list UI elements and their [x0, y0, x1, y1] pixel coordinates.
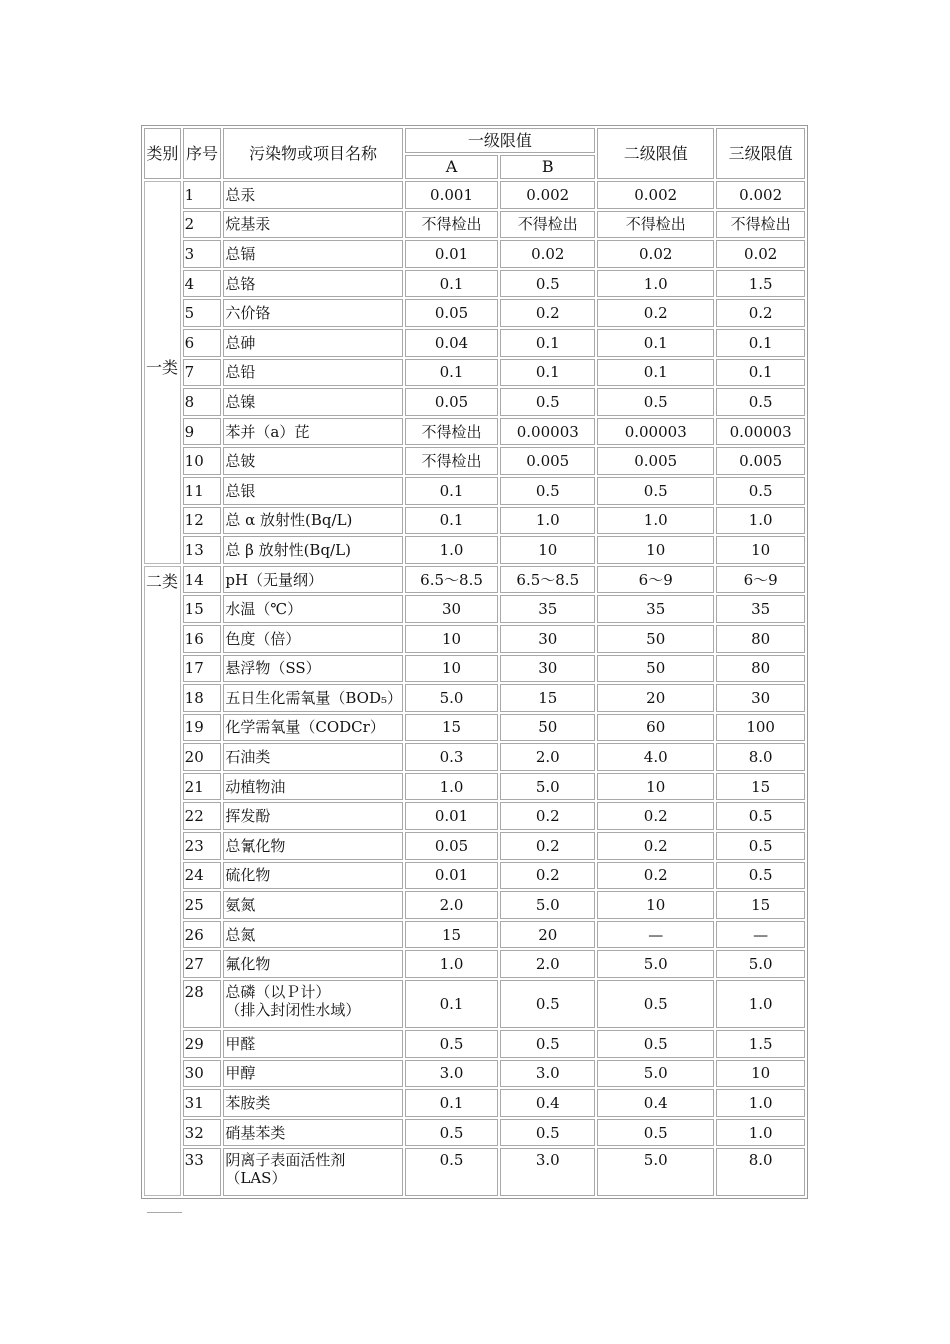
grade1-b-cell: 2.0 — [500, 950, 595, 978]
grade2-cell: 0.5 — [597, 477, 714, 505]
table-row — [144, 891, 805, 919]
pollutant-name-line: 总镉 — [225, 244, 256, 263]
pollutant-name-line: 甲醛 — [225, 1034, 256, 1053]
grade3-cell: 0.1 — [716, 329, 805, 357]
grade1-b-cell: 50 — [500, 714, 595, 742]
grade1-b-cell: 0.5 — [500, 1119, 595, 1147]
table-row — [144, 832, 805, 860]
grade1-b-cell: 0.1 — [500, 329, 595, 357]
header-category: 类别 — [144, 128, 181, 179]
grade1-a-cell: 0.1 — [405, 477, 499, 505]
grade3-cell: 8.0 — [716, 1148, 805, 1196]
grade3-cell: 80 — [716, 655, 805, 683]
pollutant-name-cell — [223, 329, 402, 357]
grade2-cell: 5.0 — [597, 1148, 714, 1196]
pollutant-name-line: 总铅 — [225, 363, 256, 382]
grade1-a-cell: 6.5～8.5 — [405, 566, 499, 594]
grade1-a-cell: 不得检出 — [405, 447, 499, 475]
grade2-cell: 1.0 — [597, 270, 714, 298]
pollutant-name-line: 总镍 — [225, 392, 256, 411]
pollutant-name-cell — [223, 181, 402, 209]
grade1-a-cell: 0.5 — [405, 1030, 499, 1058]
seq-cell: 15 — [183, 595, 222, 623]
table-row — [144, 802, 805, 830]
grade3-cell: 0.5 — [716, 802, 805, 830]
grade2-cell: 0.5 — [597, 980, 714, 1028]
grade1-b-cell: 0.02 — [500, 240, 595, 268]
seq-cell: 22 — [183, 802, 222, 830]
pollutant-name-cell — [223, 950, 402, 978]
grade1-b-cell: 5.0 — [500, 891, 595, 919]
pollutant-name-line: 甲醇 — [225, 1064, 256, 1083]
grade2-cell: 4.0 — [597, 743, 714, 771]
grade1-a-cell: 15 — [405, 714, 499, 742]
grade1-a-cell: 不得检出 — [405, 211, 499, 239]
table-row — [144, 477, 805, 505]
grade3-cell: 1.0 — [716, 1119, 805, 1147]
pollutant-name-line: 苯并（a）芘 — [225, 422, 310, 441]
grade2-cell: 0.1 — [597, 329, 714, 357]
grade3-cell: 1.5 — [716, 270, 805, 298]
grade1-a-cell: 1.0 — [405, 773, 499, 801]
grade3-cell: 10 — [716, 1060, 805, 1088]
table-row — [144, 388, 805, 416]
grade1-a-cell: 0.5 — [405, 1119, 499, 1147]
grade3-cell: 0.2 — [716, 299, 805, 327]
pollutant-name-cell — [223, 240, 402, 268]
seq-cell: 25 — [183, 891, 222, 919]
grade1-b-cell: 30 — [500, 625, 595, 653]
grade2-cell: 0.02 — [597, 240, 714, 268]
pollutant-name-cell — [223, 655, 402, 683]
grade2-cell: 50 — [597, 625, 714, 653]
grade1-a-cell: 3.0 — [405, 1060, 499, 1088]
grade2-cell: 0.5 — [597, 1030, 714, 1058]
grade1-b-cell: 0.002 — [500, 181, 595, 209]
grade2-cell: 10 — [597, 773, 714, 801]
seq-cell: 4 — [183, 270, 222, 298]
seq-cell: 18 — [183, 684, 222, 712]
grade2-cell: 0.005 — [597, 447, 714, 475]
grade2-cell: 10 — [597, 536, 714, 564]
grade2-cell: 60 — [597, 714, 714, 742]
table-row — [144, 862, 805, 890]
pollutant-name-line: 氟化物 — [225, 955, 271, 974]
grade3-cell: 15 — [716, 773, 805, 801]
table-row — [144, 950, 805, 978]
pollutant-name-cell — [223, 299, 402, 327]
pollutant-name-line: 总 β 放射性(Bq/L) — [225, 540, 351, 559]
grade1-a-cell: 0.3 — [405, 743, 499, 771]
seq-cell: 10 — [183, 447, 222, 475]
table-row — [144, 684, 805, 712]
header-grade1-b: B — [500, 155, 595, 179]
grade1-b-cell: 不得检出 — [500, 211, 595, 239]
grade3-cell: 1.5 — [716, 1030, 805, 1058]
grade1-b-cell: 2.0 — [500, 743, 595, 771]
seq-cell: 17 — [183, 655, 222, 683]
pollutant-name-cell — [223, 1089, 402, 1117]
table-row — [144, 625, 805, 653]
pollutant-name-cell — [223, 388, 402, 416]
grade1-b-cell: 0.5 — [500, 270, 595, 298]
grade1-a-cell: 0.05 — [405, 299, 499, 327]
table-row — [144, 536, 805, 564]
pollutant-name-cell — [223, 447, 402, 475]
seq-cell: 2 — [183, 211, 222, 239]
table-row — [144, 181, 805, 209]
table-row — [144, 299, 805, 327]
grade2-cell: 0.00003 — [597, 418, 714, 446]
table-row — [144, 507, 805, 535]
table-row — [144, 773, 805, 801]
grade2-cell: 1.0 — [597, 507, 714, 535]
table-row — [144, 359, 805, 387]
grade2-cell: 0.5 — [597, 388, 714, 416]
grade1-a-cell: 30 — [405, 595, 499, 623]
grade1-b-cell: 10 — [500, 536, 595, 564]
pollutant-name-line: 硝基苯类 — [225, 1123, 286, 1142]
seq-cell: 30 — [183, 1060, 222, 1088]
grade1-a-cell: 0.1 — [405, 1089, 499, 1117]
grade1-b-cell: 0.5 — [500, 1030, 595, 1058]
seq-cell: 33 — [183, 1148, 222, 1196]
grade3-cell: 6～9 — [716, 566, 805, 594]
grade2-cell: 不得检出 — [597, 211, 714, 239]
grade1-b-cell: 0.5 — [500, 388, 595, 416]
grade3-cell: 8.0 — [716, 743, 805, 771]
seq-cell: 23 — [183, 832, 222, 860]
header-name: 污染物或项目名称 — [223, 128, 402, 179]
pollutant-name-line: 六价铬 — [225, 304, 271, 323]
pollutant-name-line: 总磷（以Ｐ计） — [225, 983, 331, 1002]
pollutant-name-line: 化学需氧量（CODCr） — [225, 718, 385, 737]
pollutant-name-cell — [223, 507, 402, 535]
grade1-a-cell: 2.0 — [405, 891, 499, 919]
pollutant-name-line: 悬浮物（SS） — [225, 659, 321, 678]
pollutant-name-line: 挥发酚 — [225, 807, 271, 826]
grade2-cell: 0.2 — [597, 299, 714, 327]
pollutant-name-line: 水温（℃） — [225, 600, 303, 619]
table-row — [144, 211, 805, 239]
seq-cell: 1 — [183, 181, 222, 209]
seq-cell: 29 — [183, 1030, 222, 1058]
grade1-a-cell: 15 — [405, 921, 499, 949]
pollutant-name-cell — [223, 625, 402, 653]
grade2-cell: 0.002 — [597, 181, 714, 209]
grade1-a-cell: 0.1 — [405, 507, 499, 535]
grade3-cell: 1.0 — [716, 507, 805, 535]
pollutant-name-cell — [223, 359, 402, 387]
pollutant-name-line: 总砷 — [225, 333, 256, 352]
pollutant-limits-table — [141, 125, 808, 1199]
pollutant-name-cell — [223, 1148, 402, 1196]
grade1-a-cell: 10 — [405, 655, 499, 683]
pollutant-name-line: 氨氮 — [225, 896, 256, 915]
seq-cell: 31 — [183, 1089, 222, 1117]
seq-cell: 7 — [183, 359, 222, 387]
pollutant-name-line: 总汞 — [225, 185, 256, 204]
grade1-b-cell: 0.5 — [500, 477, 595, 505]
grade1-a-cell: 0.1 — [405, 980, 499, 1028]
pollutant-name-line: 硫化物 — [225, 866, 271, 885]
grade1-a-cell: 0.1 — [405, 270, 499, 298]
pollutant-name-cell — [223, 1060, 402, 1088]
pollutant-name-cell — [223, 743, 402, 771]
pollutant-name-cell — [223, 536, 402, 564]
grade2-cell: 6～9 — [597, 566, 714, 594]
pollutant-name-line: 总铍 — [225, 452, 256, 471]
grade1-a-cell: 0.1 — [405, 359, 499, 387]
table-row — [144, 980, 805, 1028]
table-row — [144, 240, 805, 268]
pollutant-name-cell — [223, 921, 402, 949]
pollutant-name-cell — [223, 714, 402, 742]
grade1-a-cell: 1.0 — [405, 950, 499, 978]
grade1-b-cell: 5.0 — [500, 773, 595, 801]
grade1-b-cell: 0.4 — [500, 1089, 595, 1117]
table-bottom-rule — [147, 1212, 182, 1213]
grade1-a-cell: 不得检出 — [405, 418, 499, 446]
header-seq: 序号 — [183, 128, 222, 179]
grade3-cell: 0.5 — [716, 388, 805, 416]
seq-cell: 26 — [183, 921, 222, 949]
grade2-cell: 5.0 — [597, 950, 714, 978]
grade1-b-cell: 20 — [500, 921, 595, 949]
table-row — [144, 1148, 805, 1196]
grade2-cell: 0.2 — [597, 802, 714, 830]
grade3-cell: 15 — [716, 891, 805, 919]
seq-cell: 3 — [183, 240, 222, 268]
seq-cell: 28 — [183, 980, 222, 1028]
grade1-b-cell: 15 — [500, 684, 595, 712]
grade1-a-cell: 5.0 — [405, 684, 499, 712]
table-row — [144, 1119, 805, 1147]
grade1-b-cell: 0.2 — [500, 832, 595, 860]
pollutant-name-line: （LAS） — [225, 1169, 287, 1188]
seq-cell: 8 — [183, 388, 222, 416]
seq-cell: 11 — [183, 477, 222, 505]
grade1-a-cell: 10 — [405, 625, 499, 653]
pollutant-name-cell — [223, 1030, 402, 1058]
pollutant-name-line: 阴离子表面活性剂 — [225, 1151, 346, 1170]
seq-cell: 14 — [183, 566, 222, 594]
grade1-a-cell: 0.05 — [405, 388, 499, 416]
grade3-cell: 5.0 — [716, 950, 805, 978]
grade3-cell: — — [716, 921, 805, 949]
grade1-b-cell: 0.2 — [500, 802, 595, 830]
pollutant-name-line: 烷基汞 — [225, 215, 271, 234]
table-row — [144, 447, 805, 475]
table-row — [144, 921, 805, 949]
seq-cell: 9 — [183, 418, 222, 446]
pollutant-name-line: 总 α 放射性(Bq/L) — [225, 511, 353, 530]
grade3-cell: 100 — [716, 714, 805, 742]
grade3-cell: 1.0 — [716, 980, 805, 1028]
grade3-cell: 0.005 — [716, 447, 805, 475]
grade1-b-cell: 0.2 — [500, 862, 595, 890]
table-row — [144, 1089, 805, 1117]
grade3-cell: 0.5 — [716, 832, 805, 860]
pollutant-name-cell — [223, 891, 402, 919]
grade1-b-cell: 0.005 — [500, 447, 595, 475]
grade1-b-cell: 0.00003 — [500, 418, 595, 446]
pollutant-name-line: 石油类 — [225, 748, 271, 767]
pollutant-name-line: 五日生化需氧量（BOD₅） — [225, 688, 403, 707]
grade2-cell: 0.4 — [597, 1089, 714, 1117]
seq-cell: 13 — [183, 536, 222, 564]
grade2-cell: 20 — [597, 684, 714, 712]
pollutant-name-cell — [223, 980, 402, 1028]
pollutant-name-cell — [223, 270, 402, 298]
grade2-cell: 0.2 — [597, 862, 714, 890]
grade2-cell: 0.5 — [597, 1119, 714, 1147]
header-row-1 — [144, 128, 805, 153]
grade1-b-cell: 0.2 — [500, 299, 595, 327]
grade3-cell: 0.002 — [716, 181, 805, 209]
seq-cell: 6 — [183, 329, 222, 357]
grade1-a-cell: 1.0 — [405, 536, 499, 564]
grade2-cell: 0.2 — [597, 832, 714, 860]
grade1-a-cell: 0.05 — [405, 832, 499, 860]
pollutant-name-cell — [223, 595, 402, 623]
pollutant-name-line: 苯胺类 — [225, 1094, 271, 1113]
header-grade2: 二级限值 — [597, 128, 714, 179]
pollutant-name-cell — [223, 566, 402, 594]
grade3-cell: 30 — [716, 684, 805, 712]
pollutant-name-cell — [223, 418, 402, 446]
table-row — [144, 1030, 805, 1058]
grade2-cell: 5.0 — [597, 1060, 714, 1088]
pollutant-name-cell — [223, 1119, 402, 1147]
seq-cell: 5 — [183, 299, 222, 327]
category-label: 二类 — [146, 571, 179, 591]
grade2-cell: 10 — [597, 891, 714, 919]
seq-cell: 27 — [183, 950, 222, 978]
grade3-cell: 10 — [716, 536, 805, 564]
grade1-b-cell: 35 — [500, 595, 595, 623]
grade3-cell: 0.5 — [716, 862, 805, 890]
pollutant-name-line: 色度（倍） — [225, 629, 301, 648]
grade3-cell: 0.00003 — [716, 418, 805, 446]
table-row — [144, 418, 805, 446]
grade1-b-cell: 1.0 — [500, 507, 595, 535]
grade1-a-cell: 0.04 — [405, 329, 499, 357]
table-row — [144, 566, 805, 594]
grade1-a-cell: 0.01 — [405, 802, 499, 830]
table-row — [144, 743, 805, 771]
table-row — [144, 595, 805, 623]
pollutant-name-cell — [223, 477, 402, 505]
seq-cell: 16 — [183, 625, 222, 653]
grade3-cell: 0.1 — [716, 359, 805, 387]
pollutant-name-line: 总银 — [225, 481, 256, 500]
grade1-b-cell: 0.1 — [500, 359, 595, 387]
pollutant-name-cell — [223, 862, 402, 890]
grade3-cell: 不得检出 — [716, 211, 805, 239]
header-grade1-a: A — [405, 155, 499, 179]
seq-cell: 21 — [183, 773, 222, 801]
grade3-cell: 35 — [716, 595, 805, 623]
table-row — [144, 1060, 805, 1088]
table-row — [144, 655, 805, 683]
grade3-cell: 1.0 — [716, 1089, 805, 1117]
seq-cell: 19 — [183, 714, 222, 742]
grade1-b-cell: 6.5～8.5 — [500, 566, 595, 594]
pollutant-name-line: （排入封闭性水域） — [225, 1001, 361, 1020]
grade2-cell: 35 — [597, 595, 714, 623]
pollutant-name-line: 总氮 — [225, 925, 256, 944]
seq-cell: 20 — [183, 743, 222, 771]
table-row — [144, 270, 805, 298]
grade3-cell: 0.5 — [716, 477, 805, 505]
pollutant-name-cell — [223, 211, 402, 239]
category-label: 一类 — [146, 358, 179, 377]
pollutant-name-line: 总铬 — [225, 274, 256, 293]
grade1-b-cell: 30 — [500, 655, 595, 683]
grade1-a-cell: 0.01 — [405, 240, 499, 268]
seq-cell: 12 — [183, 507, 222, 535]
table-row — [144, 714, 805, 742]
grade2-cell: — — [597, 921, 714, 949]
pollutant-name-line: 动植物油 — [225, 777, 286, 796]
grade1-a-cell: 0.001 — [405, 181, 499, 209]
seq-cell: 24 — [183, 862, 222, 890]
pollutant-name-cell — [223, 802, 402, 830]
table-row — [144, 329, 805, 357]
grade1-a-cell: 0.01 — [405, 862, 499, 890]
pollutant-name-line: pH（无量纲） — [225, 570, 324, 589]
pollutant-name-cell — [223, 684, 402, 712]
category-cell — [144, 181, 181, 564]
grade1-b-cell: 3.0 — [500, 1060, 595, 1088]
seq-cell: 32 — [183, 1119, 222, 1147]
grade2-cell: 50 — [597, 655, 714, 683]
header-grade3: 三级限值 — [716, 128, 805, 179]
pollutant-name-cell — [223, 773, 402, 801]
pollutant-name-line: 总氰化物 — [225, 836, 286, 855]
header-grade1: 一级限值 — [405, 128, 595, 153]
grade3-cell: 0.02 — [716, 240, 805, 268]
pollutant-name-cell — [223, 832, 402, 860]
grade1-a-cell: 0.5 — [405, 1148, 499, 1196]
grade3-cell: 80 — [716, 625, 805, 653]
grade2-cell: 0.1 — [597, 359, 714, 387]
grade1-b-cell: 0.5 — [500, 980, 595, 1028]
category-cell — [144, 566, 181, 1197]
grade1-b-cell: 3.0 — [500, 1148, 595, 1196]
